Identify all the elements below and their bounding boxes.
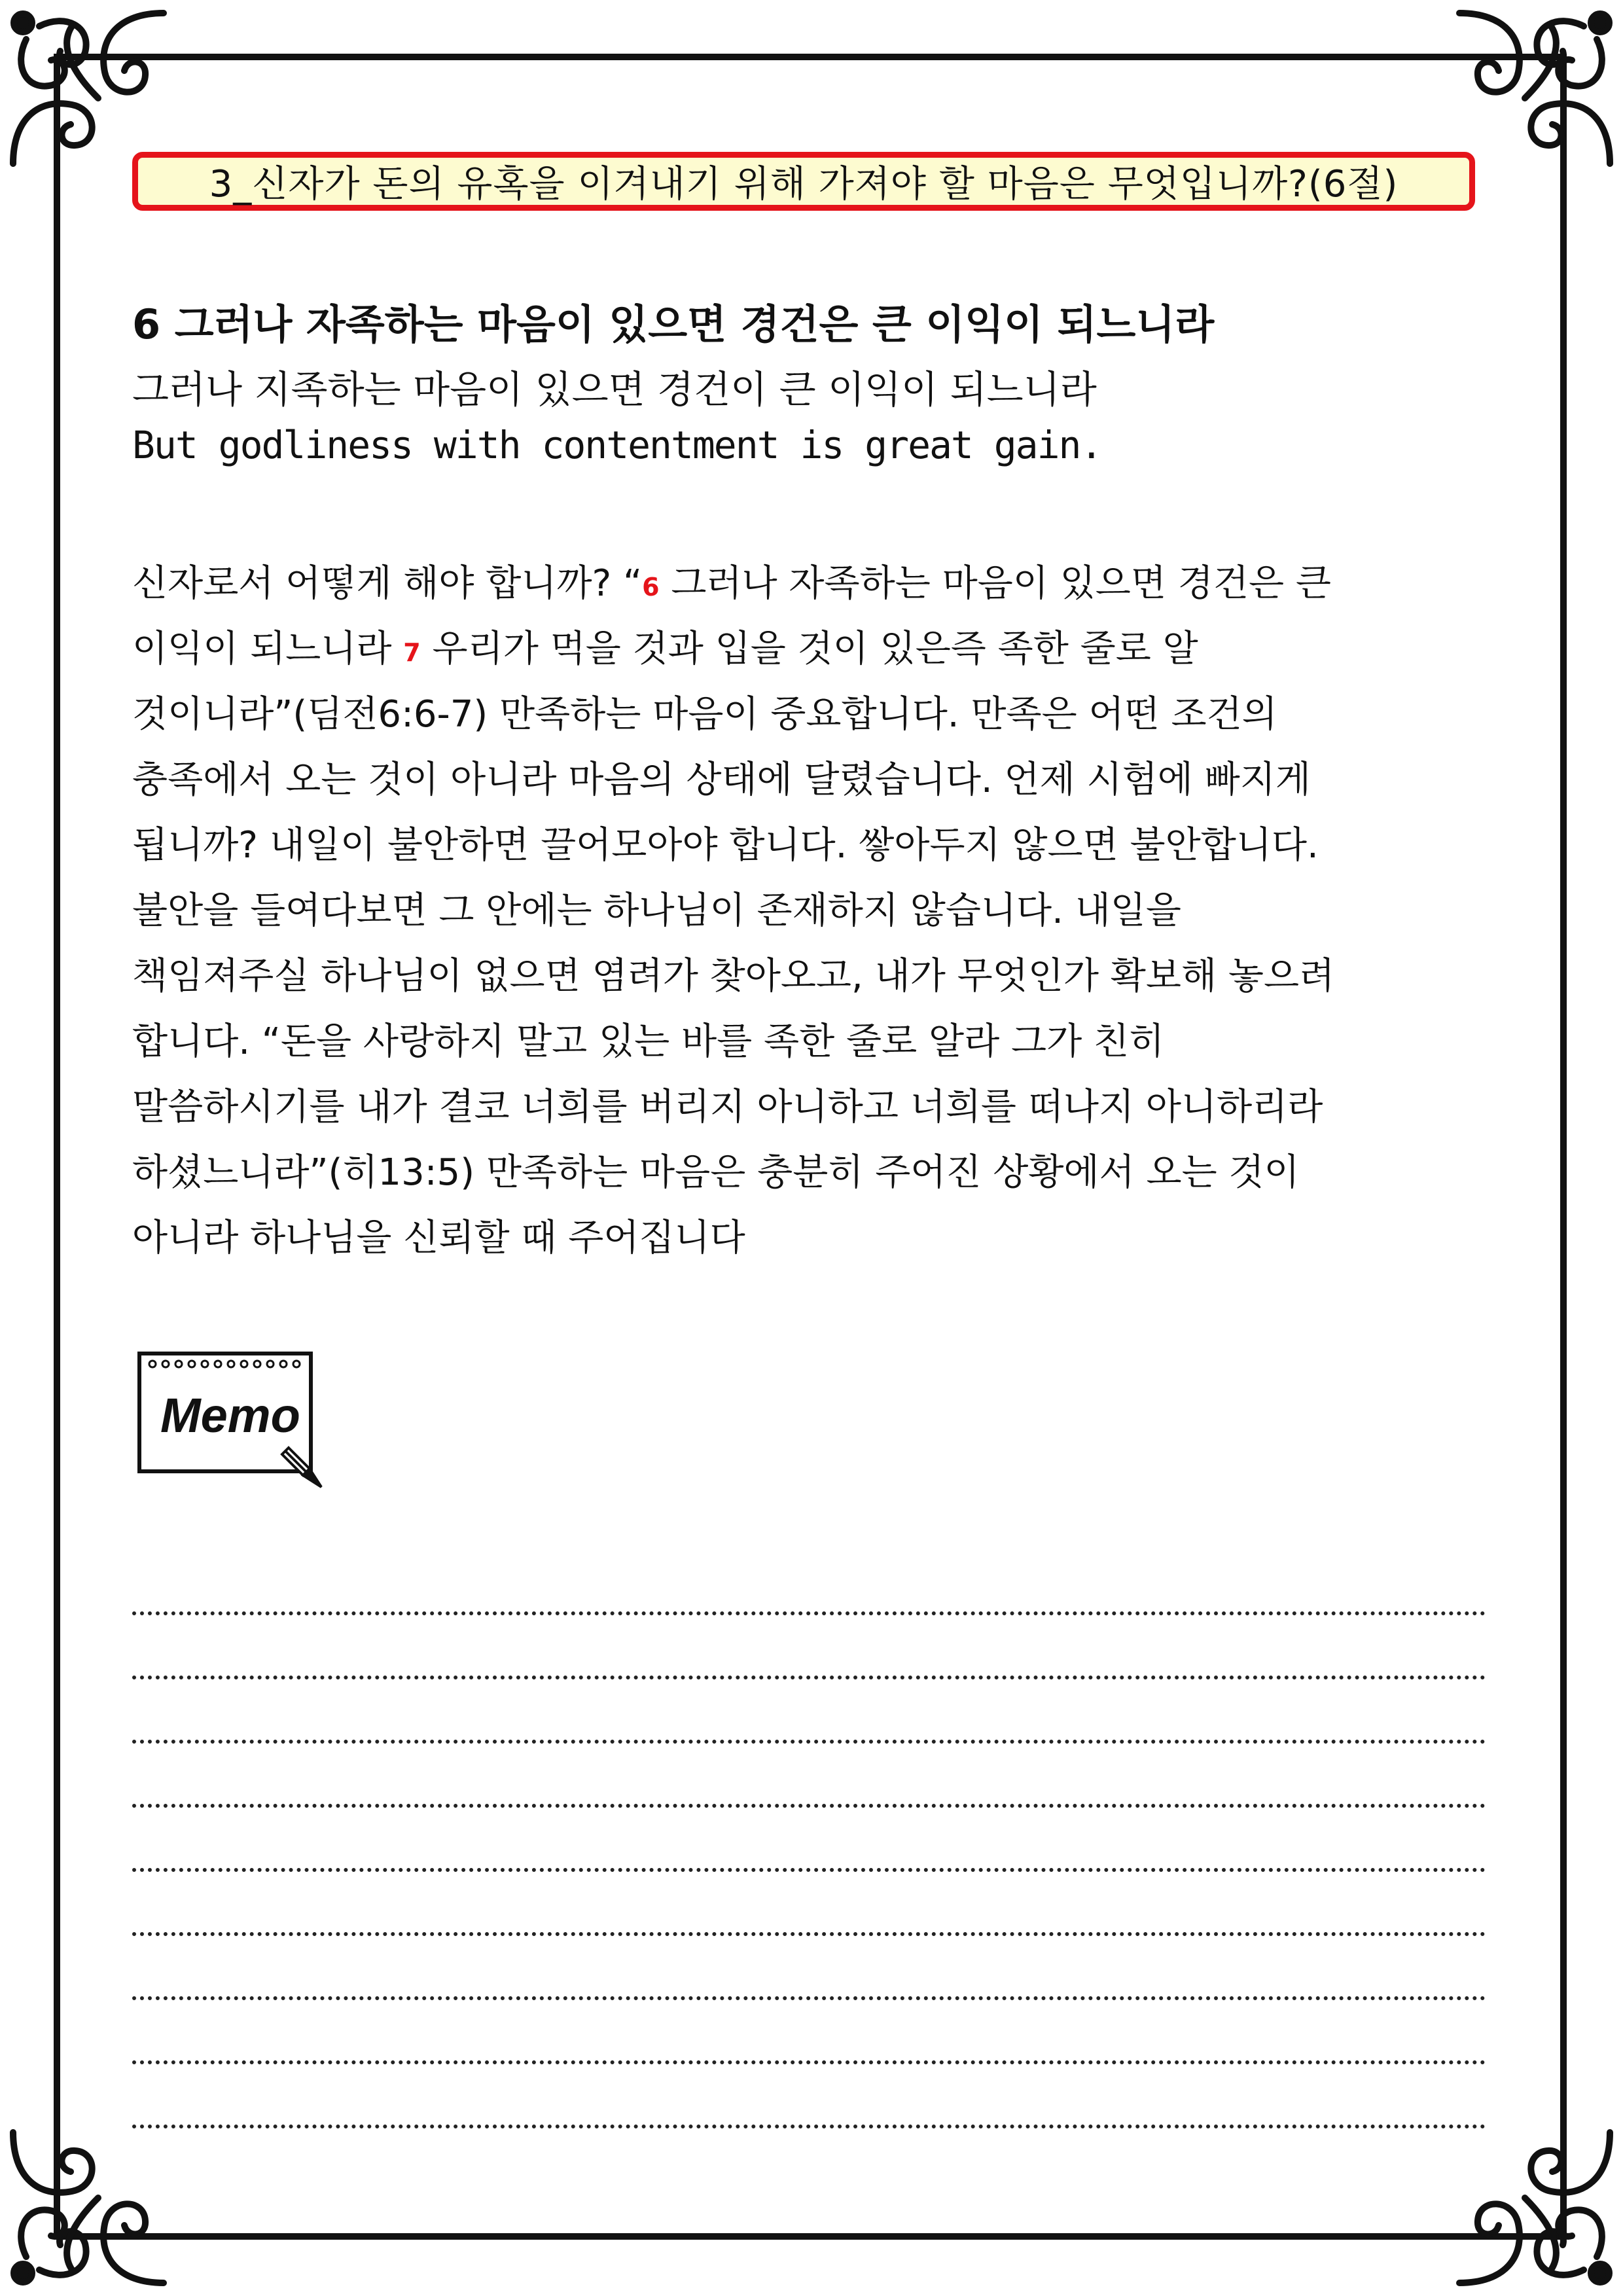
memo-line xyxy=(132,1551,1486,1615)
body-line xyxy=(132,617,1493,682)
body-line-text: 그러나 자족하는 마음이 있으면 경건은 큰 xyxy=(659,562,1331,605)
body-line: 불안을 들여다보면 그 안에는 하나님이 존재하지 않습니다. 내일을 xyxy=(132,889,1181,932)
verse-alternate-translation: 그러나 지족하는 마음이 있으면 경건이 큰 이익이 되느니라 xyxy=(132,367,1097,412)
memo-notepad xyxy=(134,1348,330,1492)
memo-line xyxy=(132,1679,1486,1744)
memo-writing-area[interactable] xyxy=(132,1551,1486,2128)
memo-line xyxy=(132,1936,1486,2000)
body-line-text: 이익이 되느니라 xyxy=(132,628,404,670)
memo-line xyxy=(132,2064,1486,2128)
memo-line xyxy=(132,1615,1486,1679)
body-line: 아니라 하나님을 신뢰할 때 주어집니다 xyxy=(132,1217,745,1259)
memo-label: Memo xyxy=(160,1388,300,1443)
body-line: 말씀하시기를 내가 결코 너희를 버리지 아니하고 너희를 떠나지 아니하리라 xyxy=(132,1086,1323,1128)
body-line-text: 우리가 먹을 것과 입을 것이 있은즉 족한 줄로 알 xyxy=(420,628,1198,670)
question-text: 3_신자가 돈의 유혹을 이겨내기 위해 가져야 할 마음은 무엇입니까?(6절) xyxy=(209,163,1399,206)
verse-main: 6 그러나 자족하는 마음이 있으면 경건은 큰 이익이 되느니라 xyxy=(132,300,1215,348)
memo-line xyxy=(132,1872,1486,1936)
body-line: 충족에서 오는 것이 아니라 마음의 상태에 달렸습니다. 언제 시험에 빠지게 xyxy=(132,759,1311,801)
memo-line xyxy=(132,1744,1486,1808)
body-line: 합니다. “돈을 사랑하지 말고 있는 바를 족한 줄로 알라 그가 친히 xyxy=(132,1020,1165,1063)
verse-english: But godliness with contentment is great gain. xyxy=(132,423,1102,467)
body-line: 하셨느니라”(히13:5) 만족하는 마음은 충분히 주어진 상황에서 오는 것이 xyxy=(132,1151,1300,1194)
body-line-text: 신자로서 어떻게 해야 합니까? “ xyxy=(132,562,643,605)
body-line xyxy=(132,551,1493,617)
memo-line xyxy=(132,2000,1486,2064)
body-line: 됩니까? 내일이 불안하면 끌어모아야 합니다. 쌓아두지 않으면 불안합니다. xyxy=(132,824,1319,867)
memo-line xyxy=(132,1808,1486,1872)
body-line: 것이니라”(딤전6:6-7) 만족하는 마음이 중요합니다. 만족은 어떤 조건의 xyxy=(132,693,1277,736)
verse-number: 7 xyxy=(403,638,421,667)
corner-ornament-bottom-right xyxy=(1427,2100,1623,2296)
question-box xyxy=(132,152,1475,211)
corner-ornament-bottom-left xyxy=(0,2100,196,2296)
body-paragraph xyxy=(132,551,1493,1271)
verse-number: 6 xyxy=(642,573,660,601)
body-line: 책임져주실 하나님이 없으면 염려가 찾아오고, 내가 무엇인가 확보해 놓으려 xyxy=(132,955,1335,997)
